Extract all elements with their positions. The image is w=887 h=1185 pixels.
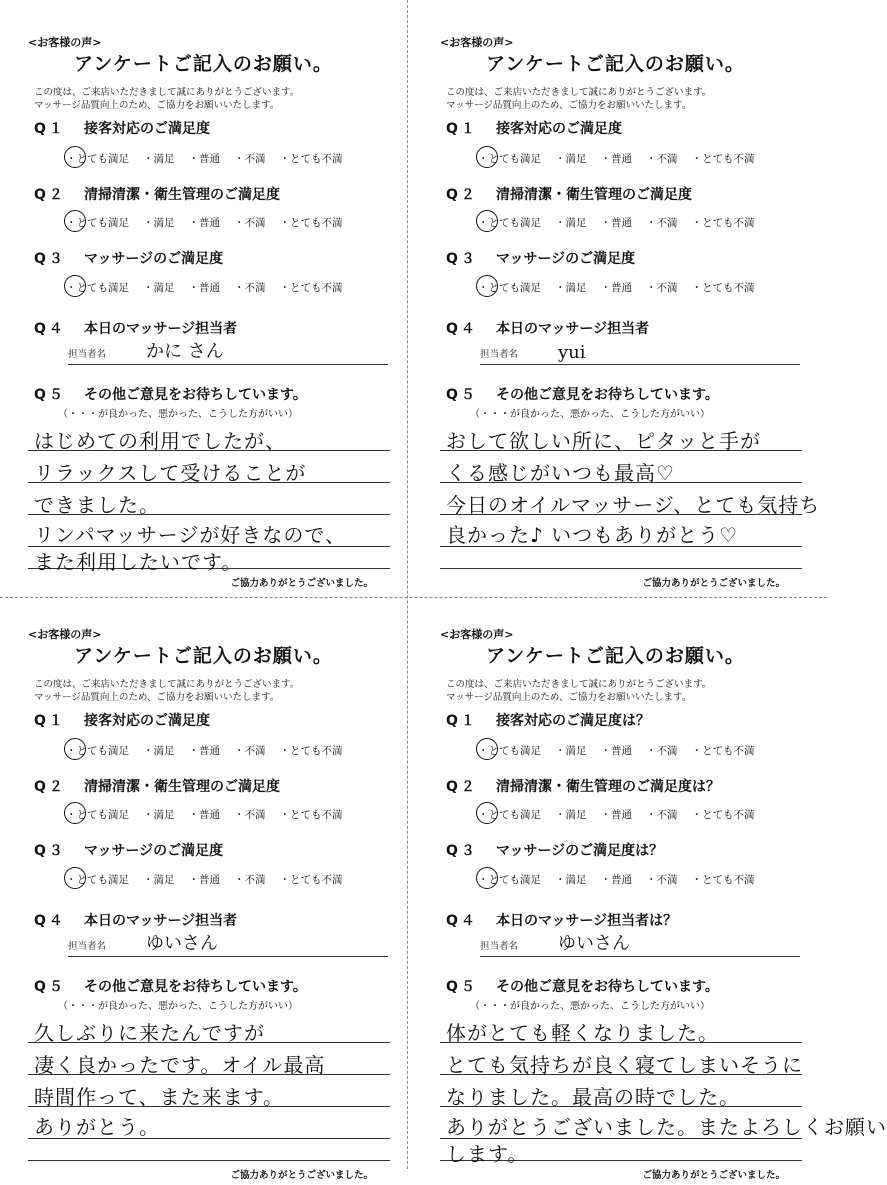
intro-line-1: この度は、ご来店いただきまして誠にありがとうございます。 (34, 679, 300, 690)
question-label: 本日のマッサージ担当者 (84, 321, 238, 337)
question-3 (446, 840, 663, 860)
question-1 (34, 710, 210, 730)
comment-line-4: リンパマッサージが好きなので、 (34, 523, 346, 547)
staff-name-field (68, 930, 388, 957)
comment-line-4: ありがとうございました。またよろしくお願い (446, 1115, 887, 1139)
question-number: Q１ (34, 121, 66, 137)
staff-label: 担当者名 (480, 941, 519, 952)
survey-intro (34, 86, 299, 112)
option-dissatisfied: ・不満 (234, 153, 266, 165)
intro-line-2: マッサージ品質向上のため、ご協力をお願いいたします。 (446, 692, 692, 703)
question-3 (34, 840, 223, 860)
comment-rule (440, 568, 802, 569)
question-number: Q２ (34, 187, 66, 203)
q2-selection-circle (476, 210, 498, 232)
option-satisfied: ・満足 (143, 217, 175, 229)
option-satisfied: ・満足 (555, 153, 587, 165)
option-very-satisfied: ・とても満足 (66, 874, 129, 886)
question-4 (446, 318, 649, 338)
question-label: 本日のマッサージ担当者は？ (496, 913, 678, 929)
option-very-dissatisfied: ・とても不満 (279, 217, 343, 229)
question-number: Q３ (446, 251, 478, 267)
question-label: マッサージのご満足度は？ (496, 843, 664, 859)
option-average: ・普通 (600, 874, 632, 886)
question-number: Q４ (446, 913, 478, 929)
question-label: 清掃清潔・衛生管理のご満足度 (84, 779, 280, 795)
option-average: ・普通 (600, 282, 632, 294)
question-number: Q３ (446, 843, 478, 859)
option-very-dissatisfied: ・とても不満 (279, 282, 343, 294)
comment-line-3: 時間作って、また来ます。 (34, 1085, 284, 1109)
option-very-satisfied: ・とても満足 (66, 153, 129, 165)
q3-options (478, 872, 769, 887)
option-satisfied: ・満足 (555, 809, 587, 821)
question-label: マッサージのご満足度 (496, 251, 636, 267)
comment-line-3: なりました。最高の時でした。 (446, 1085, 740, 1109)
option-very-dissatisfied: ・とても不満 (279, 153, 343, 165)
q5-note: （・・・が良かった、悪かった、こうした方がいい） (470, 409, 710, 420)
comment-rule (28, 1160, 390, 1161)
q2-selection-circle (64, 210, 86, 232)
comment-line-5: また利用したいです。 (34, 550, 243, 574)
option-very-dissatisfied: ・とても不満 (279, 874, 343, 886)
thanks-note: ご協力ありがとうございました。 (642, 1170, 785, 1181)
option-very-satisfied: ・とても満足 (66, 282, 129, 294)
option-average: ・普通 (600, 745, 632, 757)
question-1 (446, 118, 622, 138)
survey-card-2 (418, 8, 821, 593)
option-average: ・普通 (188, 217, 220, 229)
option-satisfied: ・満足 (555, 745, 587, 757)
option-satisfied: ・満足 (143, 809, 175, 821)
option-very-satisfied: ・とても満足 (478, 745, 541, 757)
option-very-dissatisfied: ・とても不満 (691, 153, 755, 165)
option-dissatisfied: ・不満 (234, 874, 266, 886)
q1-options (66, 151, 357, 166)
question-number: Q２ (446, 779, 478, 795)
intro-line-1: この度は、ご来店いただきまして誠にありがとうございます。 (446, 679, 712, 690)
staff-name-field (480, 338, 800, 365)
survey-card-3 (6, 600, 401, 1185)
question-number: Q２ (34, 779, 66, 795)
question-number: Q５ (446, 387, 478, 403)
question-number: Q５ (34, 979, 66, 995)
option-satisfied: ・満足 (143, 153, 175, 165)
question-number: Q１ (34, 713, 66, 729)
option-dissatisfied: ・不満 (234, 217, 266, 229)
q3-options (478, 280, 769, 295)
q2-options (66, 807, 357, 822)
option-satisfied: ・満足 (555, 282, 587, 294)
intro-line-2: マッサージ品質向上のため、ご協力をお願いいたします。 (446, 100, 692, 111)
q2-selection-circle (476, 802, 498, 824)
question-number: Q４ (34, 321, 66, 337)
option-satisfied: ・満足 (143, 874, 175, 886)
staff-label: 担当者名 (68, 349, 107, 360)
q3-options (66, 872, 357, 887)
question-label: その他ご意見をお待ちしています。 (84, 387, 307, 403)
survey-title: アンケートご記入のお願い。 (486, 645, 745, 667)
thanks-note: ご協力ありがとうございました。 (230, 578, 373, 589)
q2-options (478, 215, 769, 230)
option-dissatisfied: ・不満 (646, 809, 678, 821)
option-dissatisfied: ・不満 (646, 745, 678, 757)
survey-title: アンケートご記入のお願い。 (74, 645, 333, 667)
q1-selection-circle (64, 146, 86, 168)
question-number: Q１ (446, 713, 478, 729)
comment-line-1: はじめての利用でしたが、 (34, 429, 286, 453)
comment-line-4: ありがとう。 (34, 1115, 160, 1139)
question-2 (446, 184, 692, 204)
question-label: 接客対応のご満足度 (496, 121, 622, 137)
question-label: その他ご意見をお待ちしています。 (496, 387, 719, 403)
option-dissatisfied: ・不満 (234, 745, 266, 757)
q1-selection-circle (476, 146, 498, 168)
question-label: 清掃清潔・衛生管理のご満足度 (84, 187, 280, 203)
thanks-note: ご協力ありがとうございました。 (230, 1170, 373, 1181)
comment-line-2: くる感じがいつも最高♡ (446, 461, 675, 485)
question-label: 本日のマッサージ担当者 (496, 321, 650, 337)
q1-selection-circle (476, 738, 498, 760)
option-satisfied: ・満足 (143, 282, 175, 294)
thanks-note: ご協力ありがとうございました。 (642, 578, 785, 589)
q5-note: （・・・が良かった、悪かった、こうした方がいい） (58, 409, 298, 420)
option-average: ・普通 (188, 282, 220, 294)
customer-voice-tag: <お客様の声> (440, 36, 514, 49)
option-dissatisfied: ・不満 (646, 282, 678, 294)
question-1 (446, 710, 650, 730)
survey-intro (34, 678, 299, 704)
q3-selection-circle (64, 867, 86, 889)
option-dissatisfied: ・不満 (646, 217, 678, 229)
question-number: Q３ (34, 251, 66, 267)
comment-line-1: おして欲しい所に、ピタッと手が (446, 429, 761, 453)
question-2 (34, 776, 280, 796)
staff-name-handwritten: かに さん (146, 341, 224, 362)
option-very-satisfied: ・とても満足 (66, 809, 129, 821)
q3-selection-circle (476, 867, 498, 889)
option-satisfied: ・満足 (555, 217, 587, 229)
option-dissatisfied: ・不満 (234, 282, 266, 294)
staff-label: 担当者名 (68, 941, 107, 952)
question-4 (446, 910, 677, 930)
question-label: マッサージのご満足度 (84, 843, 224, 859)
q1-options (66, 743, 357, 758)
option-very-satisfied: ・とても満足 (478, 809, 541, 821)
option-average: ・普通 (188, 153, 220, 165)
question-number: Q１ (446, 121, 478, 137)
q3-options (66, 280, 357, 295)
question-label: 本日のマッサージ担当者 (84, 913, 238, 929)
option-very-satisfied: ・とても満足 (478, 874, 541, 886)
staff-name-field (480, 930, 800, 957)
intro-line-1: この度は、ご来店いただきまして誠にありがとうございます。 (446, 87, 712, 98)
question-number: Q５ (34, 387, 66, 403)
intro-line-2: マッサージ品質向上のため、ご協力をお願いいたします。 (34, 100, 280, 111)
q3-selection-circle (64, 275, 86, 297)
option-average: ・普通 (600, 153, 632, 165)
q1-options (478, 151, 769, 166)
comment-line-1: 久しぶりに来たんですが (34, 1021, 265, 1045)
question-1 (34, 118, 210, 138)
option-very-dissatisfied: ・とても不満 (691, 874, 755, 886)
comment-line-3: 今日のオイルマッサージ、とても気持ち (446, 493, 821, 517)
question-number: Q３ (34, 843, 66, 859)
horizontal-cut-line (0, 597, 827, 598)
option-satisfied: ・満足 (143, 745, 175, 757)
q2-selection-circle (64, 802, 86, 824)
question-4 (34, 910, 237, 930)
question-label: 清掃清潔・衛生管理のご満足度は？ (496, 779, 720, 795)
survey-card-1 (6, 8, 401, 593)
survey-intro (446, 86, 711, 112)
question-label: その他ご意見をお待ちしています。 (496, 979, 719, 995)
staff-name-handwritten: ゆいさん (558, 933, 630, 954)
q1-selection-circle (64, 738, 86, 760)
survey-title: アンケートご記入のお願い。 (486, 53, 745, 75)
comment-line-2: とても気持ちが良く寝てしまいそうに (446, 1053, 803, 1077)
q3-selection-circle (476, 275, 498, 297)
comment-line-4: 良かった♪ いつもありがとう♡ (446, 523, 739, 547)
option-very-dissatisfied: ・とても不満 (691, 809, 755, 821)
customer-voice-tag: <お客様の声> (28, 36, 102, 49)
option-very-dissatisfied: ・とても不満 (279, 809, 343, 821)
option-average: ・普通 (600, 217, 632, 229)
question-2 (34, 184, 280, 204)
option-very-satisfied: ・とても満足 (478, 217, 541, 229)
q5-note: （・・・が良かった、悪かった、こうした方がいい） (470, 1001, 710, 1012)
option-satisfied: ・満足 (555, 874, 587, 886)
q2-options (66, 215, 357, 230)
question-5 (34, 976, 307, 996)
comment-line-3: できました。 (34, 493, 160, 517)
customer-voice-tag: <お客様の声> (440, 628, 514, 641)
question-5 (34, 384, 307, 404)
staff-name-handwritten: ゆいさん (146, 933, 218, 954)
question-label: 接客対応のご満足度 (84, 121, 210, 137)
option-average: ・普通 (188, 745, 220, 757)
comment-line-2: リラックスして受けることが (34, 461, 307, 485)
question-label: その他ご意見をお待ちしています。 (84, 979, 307, 995)
option-average: ・普通 (188, 809, 220, 821)
question-label: マッサージのご満足度 (84, 251, 224, 267)
vertical-cut-line (407, 0, 408, 1169)
question-number: Q４ (446, 321, 478, 337)
option-very-satisfied: ・とても満足 (478, 153, 541, 165)
option-very-dissatisfied: ・とても不満 (691, 745, 755, 757)
option-very-dissatisfied: ・とても不満 (691, 282, 755, 294)
question-4 (34, 318, 237, 338)
option-very-satisfied: ・とても満足 (66, 217, 129, 229)
question-label: 接客対応のご満足度 (84, 713, 210, 729)
staff-label: 担当者名 (480, 349, 519, 360)
question-5 (446, 384, 719, 404)
survey-card-4 (418, 600, 887, 1185)
intro-line-2: マッサージ品質向上のため、ご協力をお願いいたします。 (34, 692, 280, 703)
question-5 (446, 976, 719, 996)
comment-line-5: します。 (446, 1142, 529, 1166)
option-dissatisfied: ・不満 (646, 153, 678, 165)
question-label: 清掃清潔・衛生管理のご満足度 (496, 187, 692, 203)
customer-voice-tag: <お客様の声> (28, 628, 102, 641)
option-average: ・普通 (600, 809, 632, 821)
staff-name-field (68, 338, 388, 365)
question-number: Q２ (446, 187, 478, 203)
option-very-satisfied: ・とても満足 (478, 282, 541, 294)
option-dissatisfied: ・不満 (234, 809, 266, 821)
option-very-dissatisfied: ・とても不満 (279, 745, 343, 757)
comment-line-1: 体がとても軽くなりました。 (446, 1021, 719, 1045)
question-3 (34, 248, 223, 268)
survey-title: アンケートご記入のお願い。 (74, 53, 333, 75)
q1-options (478, 743, 769, 758)
question-number: Q４ (34, 913, 66, 929)
survey-intro (446, 678, 711, 704)
option-dissatisfied: ・不満 (646, 874, 678, 886)
option-very-dissatisfied: ・とても不満 (691, 217, 755, 229)
question-2 (446, 776, 720, 796)
question-label: 接客対応のご満足度は？ (496, 713, 650, 729)
comment-line-2: 凄く良かったです。オイル最高 (34, 1053, 326, 1077)
question-number: Q５ (446, 979, 478, 995)
q2-options (478, 807, 769, 822)
intro-line-1: この度は、ご来店いただきまして誠にありがとうございます。 (34, 87, 300, 98)
q5-note: （・・・が良かった、悪かった、こうした方がいい） (58, 1001, 298, 1012)
question-3 (446, 248, 635, 268)
staff-name-handwritten: yui (558, 342, 586, 363)
option-very-satisfied: ・とても満足 (66, 745, 129, 757)
option-average: ・普通 (188, 874, 220, 886)
